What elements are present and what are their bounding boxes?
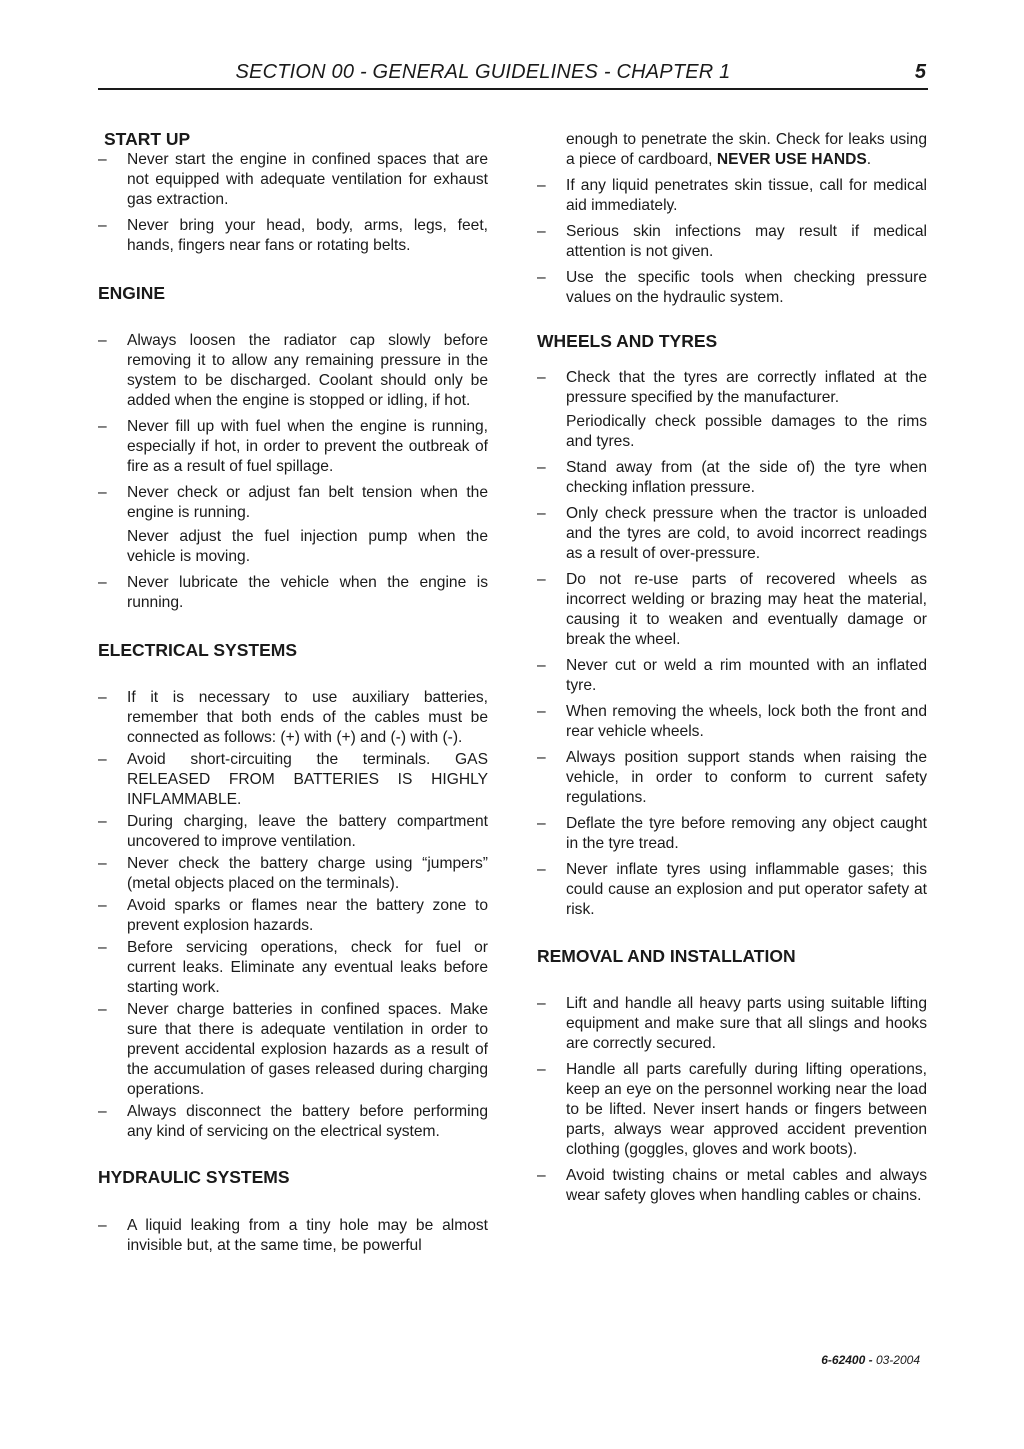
doc-date: 03-2004 (875, 1353, 920, 1367)
heading-start-up: START UP (104, 129, 191, 149)
list-item: – When removing the wheels, lock both the front and rear vehicle wheels. (537, 702, 927, 742)
list-item (537, 368, 927, 452)
list-item: – Only check pressure when the tractor is unloaded and the tyres are cold, to avoid incorrect readings as a result of over-pressure. (537, 504, 927, 564)
list-item-note: Never adjust the fuel injection pump when the vehicle is moving. (127, 528, 488, 565)
list-item: – Use the specific tools when checking pressure values on the hydraulic system. (537, 268, 927, 308)
list-item: – Do not re-use parts of recovered wheels as incorrect welding or brazing may heat the material, causing it to weaken and eventually damage or break the wheel. (537, 570, 927, 650)
heading-electrical-systems: ELECTRICAL SYSTEMS (98, 640, 298, 660)
continuation-end: . (866, 151, 872, 168)
list-item: – Serious skin infections may result if medical attention is not given. (537, 222, 927, 262)
heading-removal-and-installation: REMOVAL AND INSTALLATION (537, 946, 796, 966)
list-item: – Always disconnect the battery before performing any kind of servicing on the electrical system. (98, 1102, 488, 1142)
list-item: – A liquid leaking from a tiny hole may be almost invisible but, at the same time, be powerful (98, 1216, 488, 1256)
page-number: 5 (914, 61, 926, 83)
doc-number: 6-62400 (821, 1353, 866, 1367)
list-item-note: Periodically check possible damages to the rims and tyres. (566, 413, 927, 450)
list-item: – Avoid twisting chains or metal cables and always wear safety gloves when handling cables or chains. (537, 1166, 927, 1206)
left-column (98, 128, 488, 1262)
list-item: – Always position support stands when raising the vehicle, in order to conform to current safety regulations. (537, 748, 927, 808)
list-item: – Before servicing operations, check for fuel or current leaks. Eliminate any eventual leaks before starting work. (98, 938, 488, 998)
heading-engine: ENGINE (98, 283, 166, 303)
list-item: – Deflate the tyre before removing any object caught in the tyre tread. (537, 814, 927, 854)
start-up-list (98, 150, 488, 256)
list-item (98, 483, 488, 567)
list-item: – Never start the engine in confined spaces that are not equipped with adequate ventilation for exhaust gas extraction. (98, 150, 488, 210)
section-title: SECTION 00 - GENERAL GUIDELINES - CHAPTER 1 (235, 61, 731, 83)
list-item: – Always loosen the radiator cap slowly before removing it to allow any remaining pressure in the system to be discharged. Coolant should only be added when the engine is stopped or idling, if hot. (98, 331, 488, 411)
hydraulic-list (98, 1216, 488, 1256)
list-item: – Never charge batteries in confined spaces. Make sure that there is adequate ventilation in order to prevent accidental explosion hazards as a result of the accumulation of gases released during charging operations. (98, 1000, 488, 1100)
list-item: – If it is necessary to use auxiliary batteries, remember that both ends of the cables must be connected as follows: (+) with (+) and (-) with (-). (98, 688, 488, 748)
never-use-hands-emphasis: NEVER USE HANDS (716, 151, 867, 168)
continuation-text: enough to penetrate the skin. Check for leaks using a piece of cardboard, (566, 131, 927, 168)
list-item-text: Never check or adjust fan belt tension when the engine is running. (127, 484, 488, 521)
list-item: – Never inflate tyres using inflammable gases; this could cause an explosion and put operator safety at risk. (537, 860, 927, 920)
list-item: – Handle all parts carefully during lifting operations, keep an eye on the personnel working near the load to be lifted. Never insert hands or fingers between parts, always wear approved accident prevention clothing (goggles, gloves and work boots). (537, 1060, 927, 1160)
list-item: – Never fill up with fuel when the engine is running, especially if hot, in order to prevent the outbreak of fire as a result of fuel spillage. (98, 417, 488, 477)
list-item: – Never cut or weld a rim mounted with an inflated tyre. (537, 656, 927, 696)
list-item: – Avoid short-circuiting the terminals. GAS RELEASED FROM BATTERIES IS HIGHLY INFLAMMABLE. (98, 750, 488, 810)
right-column (537, 130, 927, 1212)
list-item: – Avoid sparks or flames near the battery zone to prevent explosion hazards. (98, 896, 488, 936)
hydraulic-cont-list (537, 176, 927, 308)
list-item: – Never bring your head, body, arms, legs, feet, hands, fingers near fans or rotating belts. (98, 216, 488, 256)
footer-separator: - (865, 1353, 876, 1367)
page-footer (821, 1353, 920, 1367)
removal-list (537, 994, 927, 1206)
list-item-text: Check that the tyres are correctly inflated at the pressure specified by the manufacturer. (566, 369, 927, 406)
page-header (98, 58, 928, 90)
list-item: – If any liquid penetrates skin tissue, call for medical aid immediately. (537, 176, 927, 216)
list-item: – During charging, leave the battery compartment uncovered to improve ventilation. (98, 812, 488, 852)
heading-hydraulic-systems: HYDRAULIC SYSTEMS (98, 1167, 290, 1187)
engine-list (98, 331, 488, 613)
list-item: – Never check the battery charge using “jumpers” (metal objects placed on the terminals). (98, 854, 488, 894)
list-item: – Stand away from (at the side of) the tyre when checking inflation pressure. (537, 458, 927, 498)
electrical-list (98, 688, 488, 1142)
hydraulic-continuation (537, 130, 927, 170)
list-item: – Lift and handle all heavy parts using suitable lifting equipment and make sure that all slings and hooks are correctly secured. (537, 994, 927, 1054)
wheels-list (537, 368, 927, 920)
heading-wheels-and-tyres: WHEELS AND TYRES (537, 331, 718, 351)
list-item: – Never lubricate the vehicle when the engine is running. (98, 573, 488, 613)
